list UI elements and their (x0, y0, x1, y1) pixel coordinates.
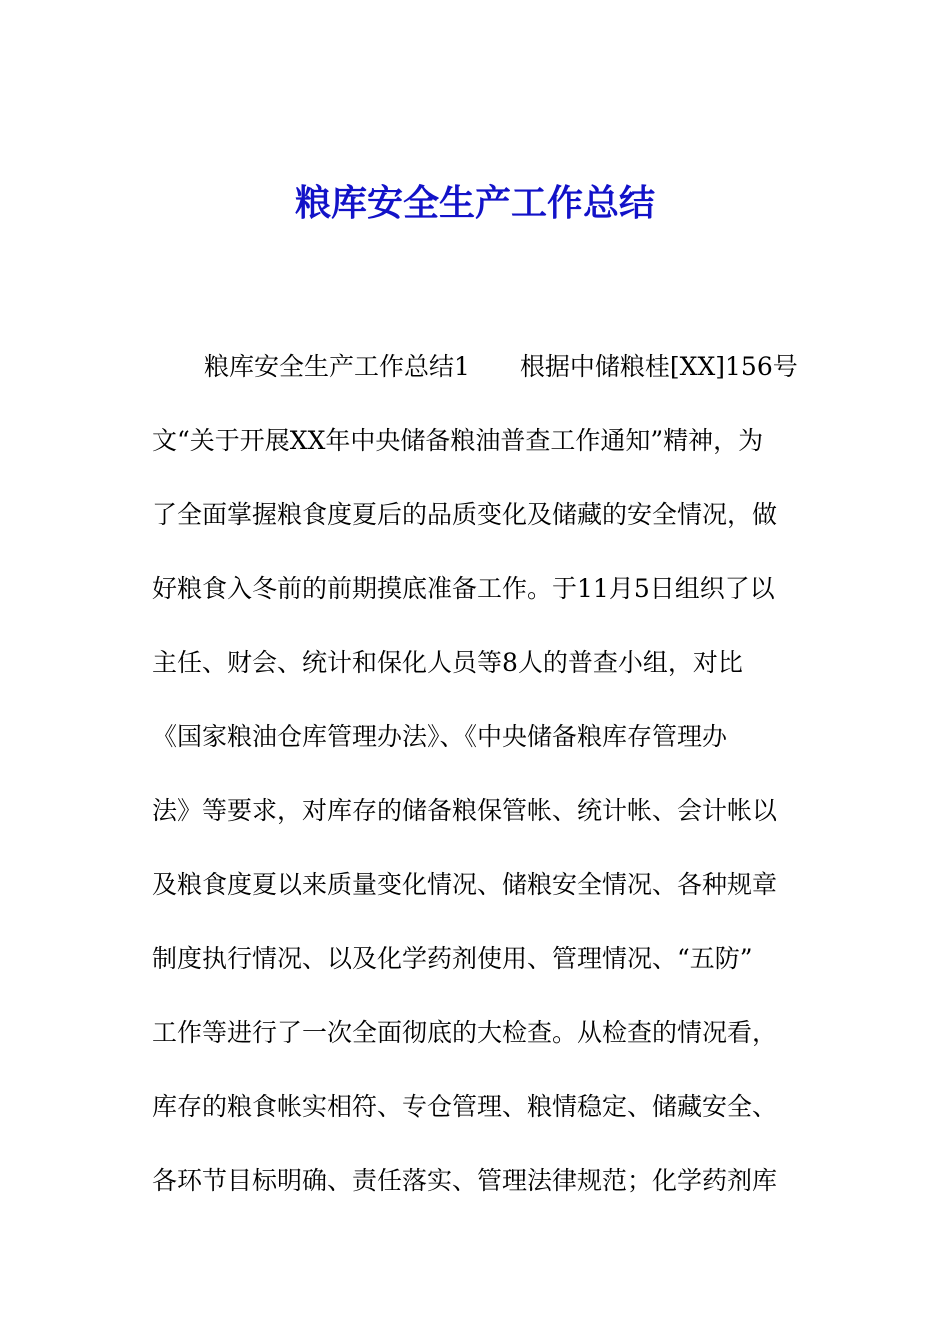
document-title: 粮库安全生产工作总结 (294, 183, 655, 224)
body-line: 及粮食度夏以来质量变化情况、储粮安全情况、各种规章 (152, 870, 778, 899)
body-line: 各环节目标明确、责任落实、管理法律规范；化学药剂库 (152, 1166, 778, 1195)
body-line: 《国家粮油仓库管理办法》、《中央储备粮库存管理办 (152, 722, 728, 751)
body-line: 文“关于开展XX年中央储备粮油普查工作通知”精神，为 (152, 426, 764, 455)
body-line: 主任、财会、统计和保化人员等8人的普查小组，对比 (152, 648, 743, 677)
body-line: 好粮食入冬前的前期摸底准备工作。于11月5日组织了以 (152, 574, 775, 603)
body-line: 库存的粮食帐实相符、专仓管理、粮情稳定、储藏安全、 (152, 1092, 778, 1121)
body-line: 了全面掌握粮食度夏后的品质变化及储藏的安全情况，做 (152, 500, 778, 529)
body-line: 粮库安全生产工作总结1 根据中储粮桂[XX]156号 (204, 352, 798, 381)
body-line: 工作等进行了一次全面彻底的大检查。从检查的情况看， (152, 1018, 778, 1047)
body-line: 法》等要求，对库存的储备粮保管帐、统计帐、会计帐以 (152, 796, 778, 825)
body-line: 制度执行情况、以及化学药剂使用、管理情况、“五防” (152, 944, 753, 973)
document-body (152, 330, 802, 1218)
